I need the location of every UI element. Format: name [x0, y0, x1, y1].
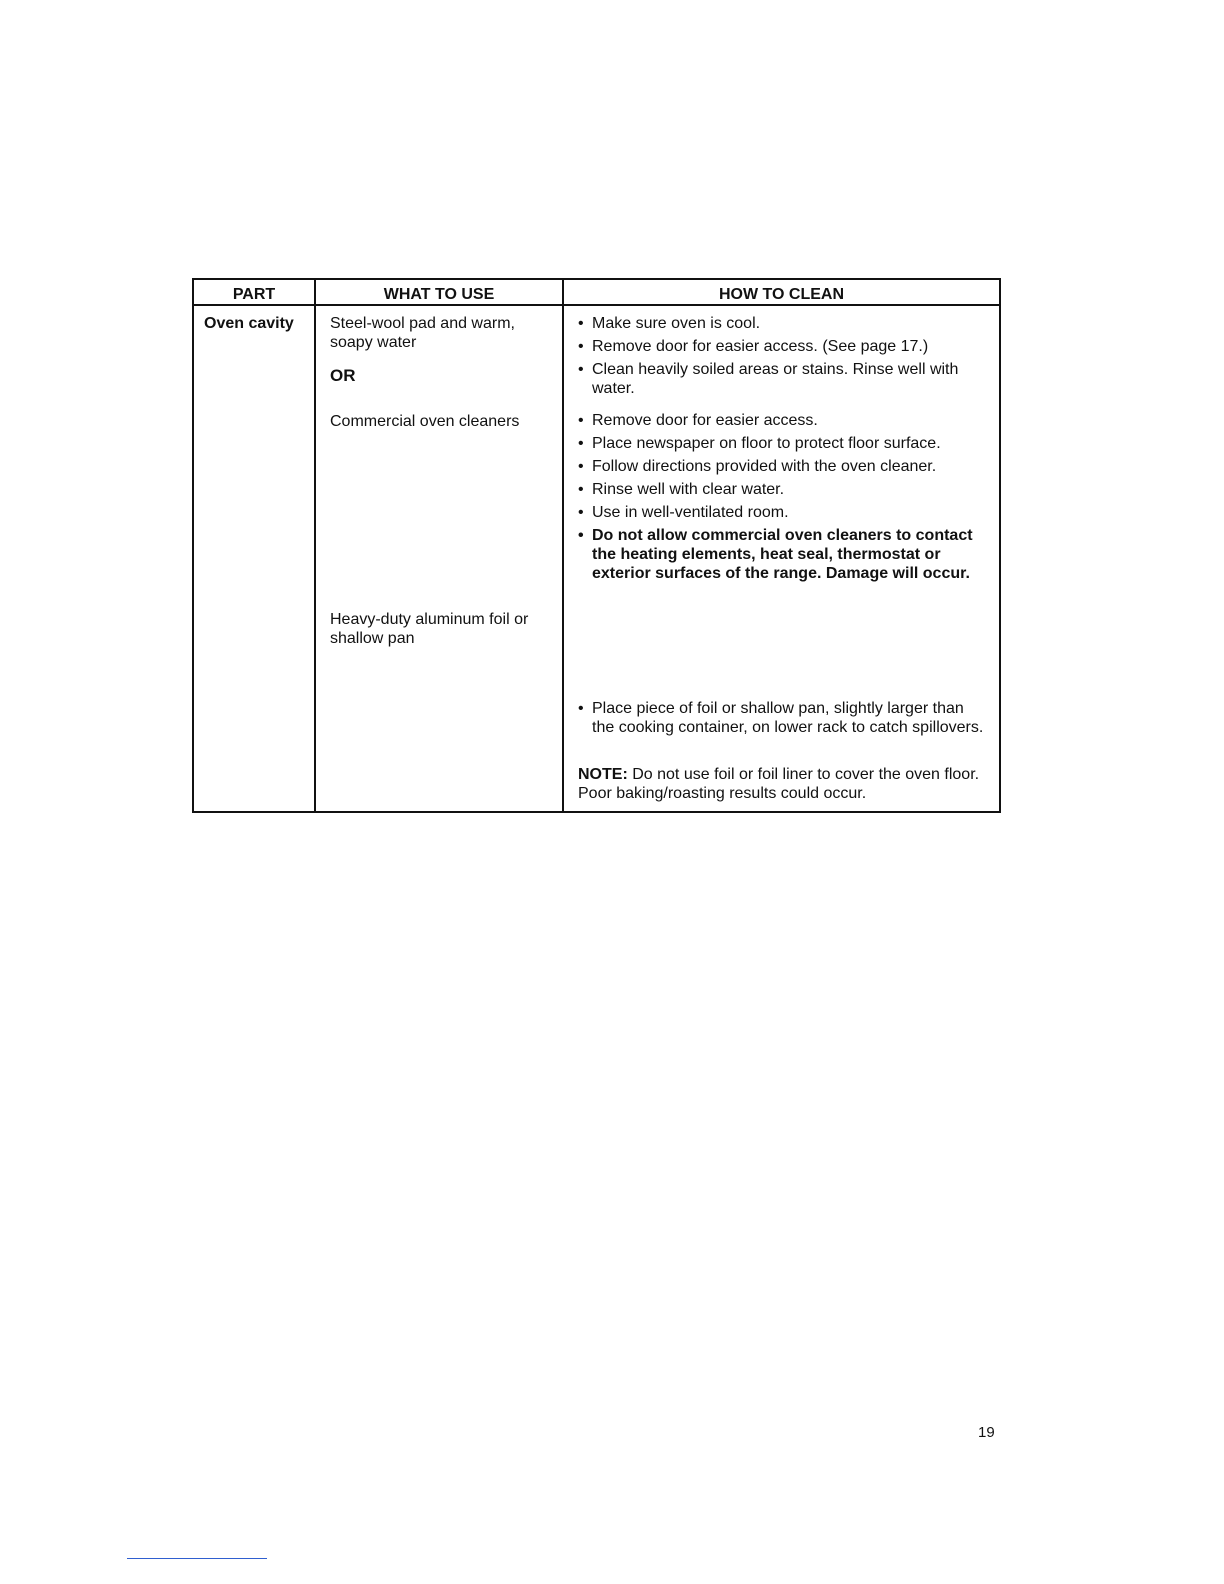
use-item-commercial-cleaners: Commercial oven cleaners [330, 413, 520, 430]
use-item-steel-wool: Steel-wool pad and warm, soapy water [330, 315, 515, 351]
warning-list-item: • Do not allow commercial oven cleaners to contact the heating elements, heat seal, thermostat or exterior surfaces of the range. Damage will occur. [578, 526, 987, 583]
list-item: • Place newspaper on floor to protect floor surface. [578, 434, 987, 453]
list-item: • Place piece of foil or shallow pan, slightly larger than the cooking container, on lower rack to catch spillovers. [578, 699, 987, 737]
note-text: Do not use foil or foil liner to cover the oven floor. Poor baking/roasting results could occur. [578, 766, 980, 802]
table-header-row [193, 279, 1000, 305]
cleaning-table [192, 278, 1001, 813]
note-paragraph [578, 765, 987, 803]
list-item: • Make sure oven is cool. [578, 314, 987, 333]
what-to-use-cell [315, 305, 563, 812]
table-row [193, 305, 1000, 812]
list-item: • Remove door for easier access. [578, 411, 987, 430]
list-item: • Clean heavily soiled areas or stains. Rinse well with water. [578, 360, 987, 398]
use-item-foil-or-pan: Heavy-duty aluminum foil or shallow pan [330, 611, 529, 647]
header-part: PART [193, 279, 315, 305]
use-or-label: OR [330, 366, 356, 385]
how-to-clean-cell [563, 305, 1000, 812]
header-what-to-use: WHAT TO USE [315, 279, 563, 305]
steps-group-commercial-cleaners [578, 411, 987, 699]
header-how-to-clean: HOW TO CLEAN [563, 279, 1000, 305]
bottom-divider [127, 1558, 267, 1559]
steps-group-foil [578, 699, 987, 765]
list-item: • Remove door for easier access. (See page 17.) [578, 337, 987, 356]
note-label: NOTE: [578, 766, 628, 783]
part-cell: Oven cavity [193, 305, 315, 812]
list-item: • Use in well-ventilated room. [578, 503, 987, 522]
steps-group-steel-wool [578, 314, 987, 411]
list-item: • Rinse well with clear water. [578, 480, 987, 499]
page-number: 19 [978, 1424, 995, 1441]
list-item: • Follow directions provided with the oven cleaner. [578, 457, 987, 476]
